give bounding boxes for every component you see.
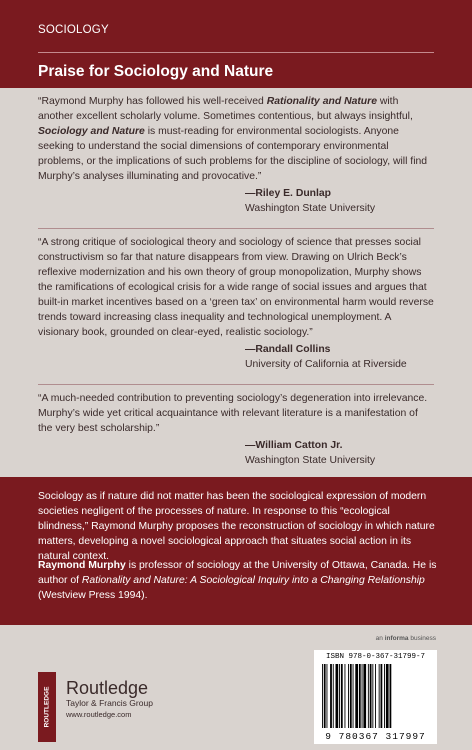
reviewer-name: —Riley E. Dunlap [245, 188, 332, 199]
reviewer-name: —William Catton Jr. [245, 440, 343, 451]
isbn-barcode [314, 650, 437, 744]
routledge-logo-icon: ROUTLEDGE [38, 672, 56, 742]
praise-quote-1 [38, 88, 434, 216]
publisher-block [66, 678, 153, 720]
informa-tagline: an informa business [375, 635, 436, 642]
isbn-label: ISBN 978-0-367-31799-7 [325, 653, 426, 661]
reviewer-affiliation: University of California at Riverside [245, 359, 407, 370]
author-name: Raymond Murphy [38, 560, 126, 571]
publisher-name: Routledge [66, 678, 149, 698]
quote-attribution [245, 186, 434, 216]
praise-heading: Praise for Sociology and Nature [38, 63, 274, 80]
category-label: SOCIOLOGY [38, 24, 109, 36]
author-bio: Raymond Murphy is professor of sociology at the University of Ottawa, Canada. He is author of Rationality and Nature: A Sociological Inquiry into a Changing Relationship (Westview Press 1994). [38, 560, 437, 601]
praise-section [38, 88, 434, 468]
description-band [0, 477, 472, 625]
barcode-bars-icon [321, 664, 430, 728]
reviewer-name: —Randall Collins [245, 344, 331, 355]
reviewer-affiliation: Washington State University [245, 455, 376, 466]
quote-attribution [245, 342, 434, 372]
reviewer-affiliation: Washington State University [245, 203, 376, 214]
header-rule [38, 52, 434, 53]
book-blurb: Sociology as if nature did not matter has been the sociological expression of modern societies negligent of the processes of nature. In response to this “ecological blindness,” Raymond Murphy proposes the reconstruction of sociology in which nature matters, developing a novel sociological approach that situates social action in its natural context. [38, 491, 435, 562]
previous-book-title: Rationality and Nature: A Sociological Inquiry into a Changing Relationship [81, 575, 425, 586]
quote-text: “A much-needed contribution to preventing sociology’s degeneration into irrelevance. Murphy’s wide yet critical acquaintance with relevant literature is a manifestation of the very best scholarship.” [38, 393, 428, 434]
praise-quote-2 [38, 229, 434, 372]
quote-text: “Raymond Murphy has followed his well-received Rationality and Nature with another excellent scholarly volume. Sometimes contentious, but always insightful, Sociology and Nature is must-reading for environmental sociologists. Anyone seeking to understand the social dimensions of contemporary environmental problems, or the implications of such problems for the discipline of sociology, will find Murphy’s analyses illuminating and provocative.” [38, 96, 428, 182]
publisher-url: www.routledge.com [66, 710, 132, 719]
header-band [0, 0, 472, 88]
quote-attribution [245, 438, 434, 468]
footer [0, 625, 472, 750]
quote-text: “A strong critique of sociological theory and sociology of science that presses social constructivism so far that nature disappears from view. Drawing on Ulrich Beck’s reflexive modernization and his own theory of group monopolization, Murphy shows the ramifications of ecological crisis for a wide range of social issues and argues that built-in market incentives based on a ‘green tax’ on environmental harm would reverse trends toward increasing class inequality and technological unemployment. A visionary book, grounded on clear-eyed, realistic sociology.” [38, 237, 434, 338]
praise-quote-3 [38, 385, 434, 468]
barcode-digits: 9 780367 317997 [325, 731, 426, 742]
publisher-group: Taylor & Francis Group [66, 698, 153, 708]
